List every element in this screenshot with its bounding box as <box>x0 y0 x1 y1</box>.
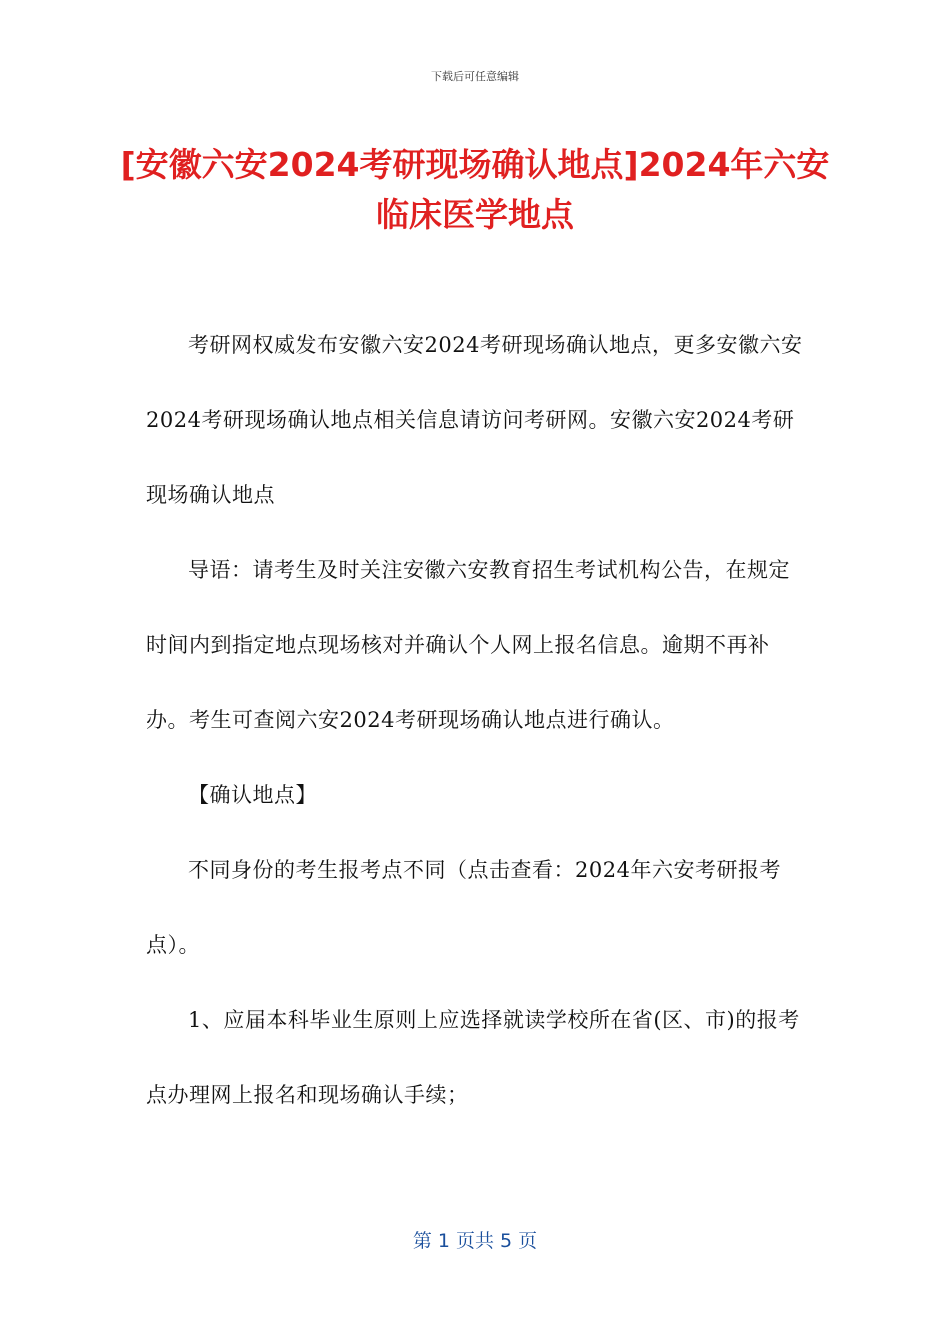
paragraph-section-heading: 【确认地点】 <box>188 783 317 807</box>
header-note: 下载后可任意编辑 <box>431 70 519 83</box>
page-number-footer: 第 1 页共 5 页 <box>412 1230 538 1252</box>
document-title: [安徽六安2024考研现场确认地点]2024年六安临床医学地点 <box>120 145 830 234</box>
paragraph-guide: 导语：请考生及时关注安徽六安教育招生考试机构公告，在规定时间内到指定地点现场核对并确认个人网上报名信息。逾期不再补办。考生可查阅六安2024考研现场确认地点进行确认。 <box>146 558 790 732</box>
document-body <box>146 308 804 1133</box>
paragraph-intro: 考研网权威发布安徽六安2024考研现场确认地点，更多安徽六安2024考研现场确认地点相关信息请访问考研网。安徽六安2024考研现场确认地点 <box>146 333 803 507</box>
paragraph-item-1: 1、应届本科毕业生原则上应选择就读学校所在省(区、市)的报考点办理网上报名和现场确认手续； <box>146 1008 800 1107</box>
paragraph-exam-sites: 不同身份的考生报考点不同（点击查看：2024年六安考研报考点）。 <box>146 858 781 957</box>
